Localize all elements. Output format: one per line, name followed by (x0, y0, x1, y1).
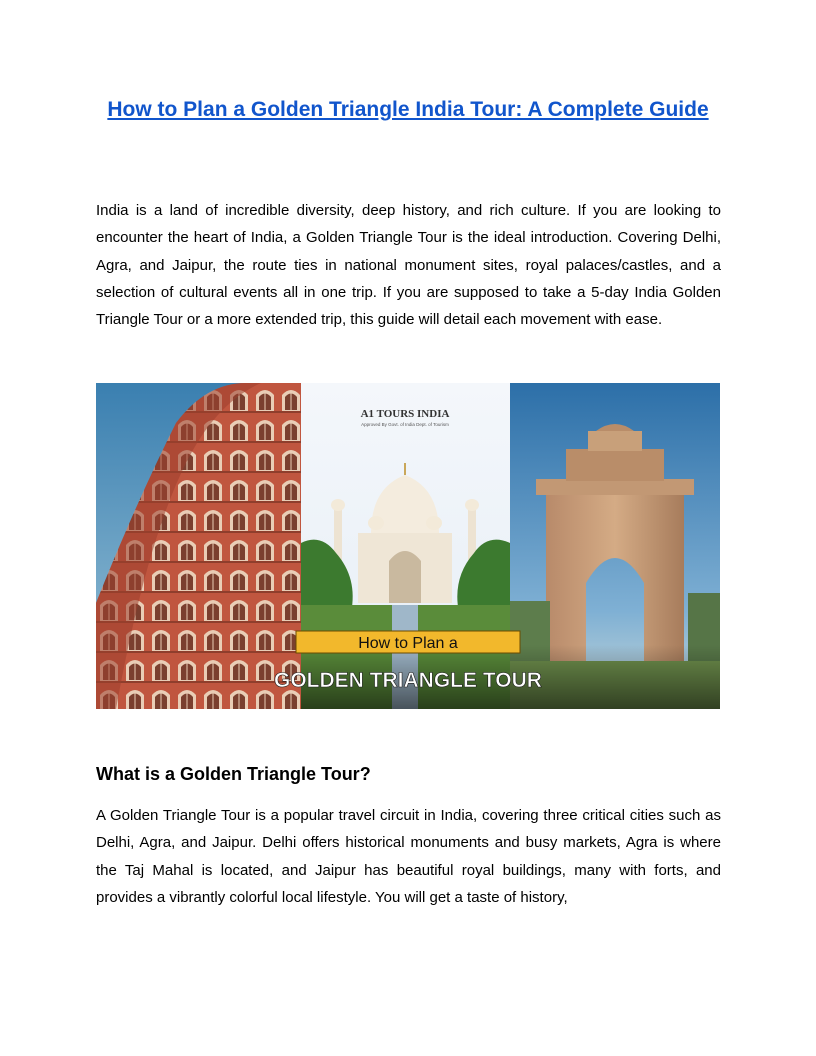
hawa-mahal-photo (96, 383, 301, 709)
section-paragraph: A Golden Triangle Tour is a popular travel circuit in India, covering three critical cities such as Delhi, Agra, and Jaipur. Delhi offers historical monuments and busy markets, Agra is where the Taj Mahal is located, and Jaipur has beautiful royal buildings, many with forts, and provides a vibrantly colorful local lifestyle. You will get a taste of history, (96, 807, 721, 906)
section-heading: What is a Golden Triangle Tour? (96, 764, 371, 784)
banner-line-2: GOLDEN TRIANGLE TOUR (274, 669, 542, 692)
intro-paragraph: India is a land of incredible diversity, deep history, and rich culture. If you are looking to encounter the heart of India, a Golden Triangle Tour is the ideal introduction. Covering Delhi, Agra, and Jaipur, the route ties in national monument sites, royal palaces/castles, and a selection of cultural events all in one trip. If you are supposed to take a 5-day India Golden Triangle Tour or a more extended trip, this guide will detail each movement with ease. (96, 202, 721, 329)
page-title-link[interactable]: How to Plan a Golden Triangle India Tour: A Complete Guide (107, 98, 709, 121)
india-gate-photo (510, 383, 720, 709)
brand-name: A1 TOURS INDIA (360, 408, 450, 420)
golden-triangle-banner-image (96, 383, 720, 709)
banner-line-1: How to Plan a (358, 635, 458, 652)
taj-mahal-photo (301, 383, 510, 709)
brand-subtitle: Approved By Govt. of India Dept. of Tourism (361, 422, 449, 427)
